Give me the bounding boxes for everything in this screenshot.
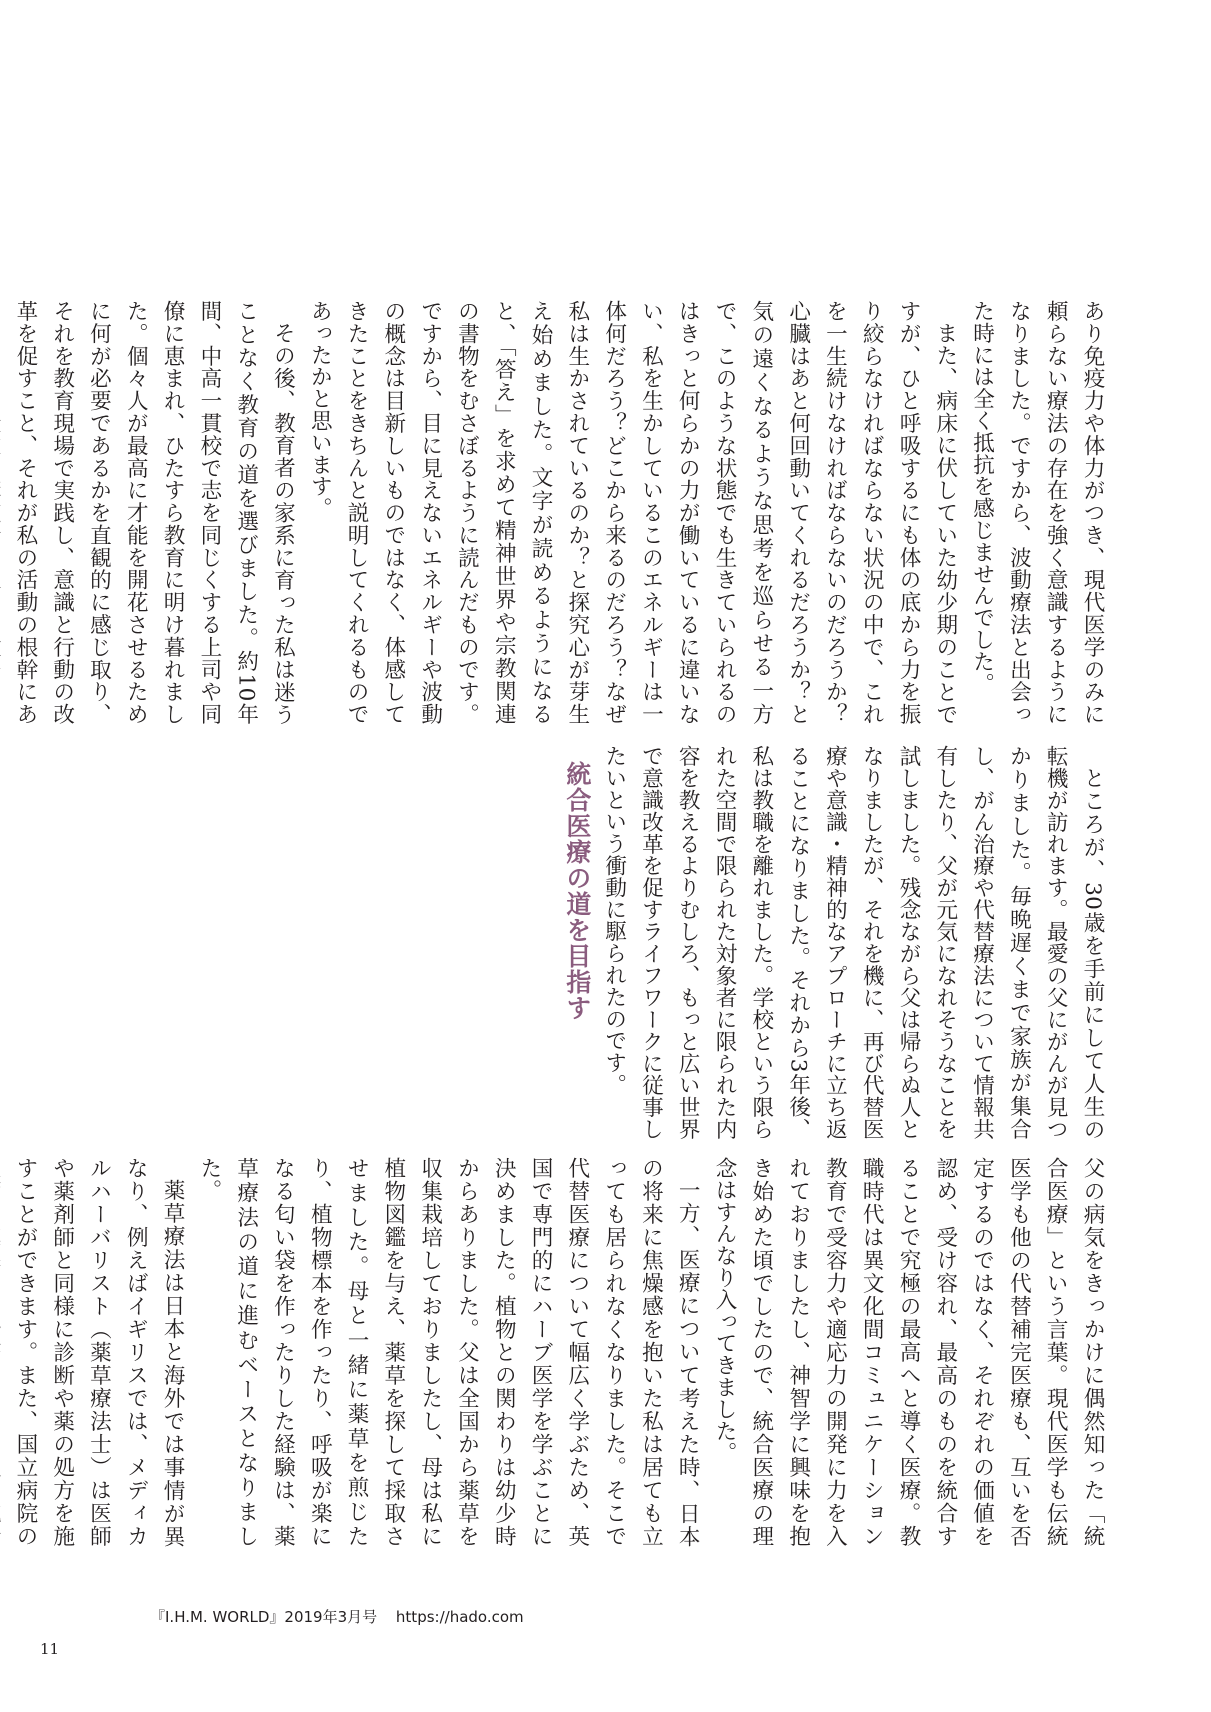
page-number: 11 (40, 1640, 60, 1658)
paragraph: あり免疫力や体力がつき、現代医学のみに頼らない療法の存在を強く意識するようになりました。ですから、波動療法と出会った時には全く抵抗を感じませんでした。 (969, 300, 1105, 725)
section-heading: 統合医療の道を目指す (562, 761, 592, 1021)
magazine-issue: 『I.H.M. WORLD』2019年3月号 (150, 1608, 378, 1626)
footer (150, 1606, 524, 1627)
paragraph: 一方、医療について考えた時、日本の将来に焦燥感を抱いた私は居ても立っても居られなくなりました。そこで代替医療について幅広く学ぶため、英国で専門的にハーブ医学を学ぶことに決めました。植物との関わりは幼少時からありました。父は全国から薬草を収集栽培しておりましたし、母は私に植物図鑑を与え、薬草を探して採取させました。母と一緒に薬草を煎じたり、植物標本を作ったり、呼吸が楽になる匂い袋を作ったりした経験は、薬草療法の道に進むベースとなりました。 (196, 1157, 701, 1547)
paragraph: 父の病気をきっかけに偶然知った「統合医療」という言葉。現代医学も伝統医学も他の代替補完医療も、互いを否定するのではなく、それぞれの価値を認め、受け容れ、最高のものを統合することで究極の最高へと導く医療。教職時代は異文化間コミュニケーション教育で受容力や適応力の開発に力を入れておりましたし、神智学に興味を抱き始めた頃でしたので、統合医療の理念はすんなり入ってきました。 (712, 1157, 1105, 1547)
article-tier-3 (12, 1157, 1110, 1547)
paragraph: また、病床に伏していた幼少期のことですが、ひと呼吸するにも体の底から力を振り絞らなければならない状況の中で、これを一生続けなければならないのだろうか？心臓はあと何回動いてくれるだろうか？と気の遠くなるような思考を巡らせる一方で、このような状態でも生きていられるのはきっと何らかの力が働いているに違いない、私を生かしているこのエネルギーは一体何だろう？どこから来るのだろう？なぜ私は生かされているのか？と探究心が芽生え始めました。文字が読めるようになると、「答え」を求めて精神世界や宗教関連の書物をむさぼるように読んだものです。ですから、目に見えないエネルギーや波動の概念は目新しいものではなく、体感してきたことをきちんと説明してくれるものであったかと思います。 (307, 300, 958, 725)
paragraph: 薬草療法は日本と海外では事情が異なり、例えばイギリスでは、メディカルハーバリスト（薬草療法士）は医師や薬剤師と同様に診断や薬の処方を施すことができます。また、国立病院の (12, 1157, 186, 1547)
article-tier-1 (12, 300, 1110, 725)
article-tier-2 (125, 745, 1110, 1140)
paragraph: ところが、30歳を手前にして人生の転機が訪れます。最愛の父にがんが見つかりました。毎晩遅くまで家族が集合し、がん治療や代替療法について情報共有したり、父が元気になれそうなことを試しました。残念ながら父は帰らぬ人となりましたが、それを機に、再び代替医療や意識・精神的なアプローチに立ち返ることになりました。それから3年後、私は教職を離れました。学校という限られた空間で限られた対象者に限られた内容を教えるよりむしろ、もっと広い世界で意識改革を促すライフワークに従事したいという衝動に駆られたのです。 (601, 745, 1105, 1140)
paragraph: その後、教育者の家系に育った私は迷うことなく教育の道を選びました。約10年間、中高一貫校で志を同じくする上司や同僚に恵まれ、ひたすら教育に明け暮れました。個々人が最高に才能を開花させるために何が必要であるかを直観的に感じ取り、それを教育現場で実践し、意識と行動の改革を促すこと、それが私の活動の根幹にあ (12, 300, 296, 725)
website-link[interactable]: https://hado.com (395, 1608, 524, 1626)
